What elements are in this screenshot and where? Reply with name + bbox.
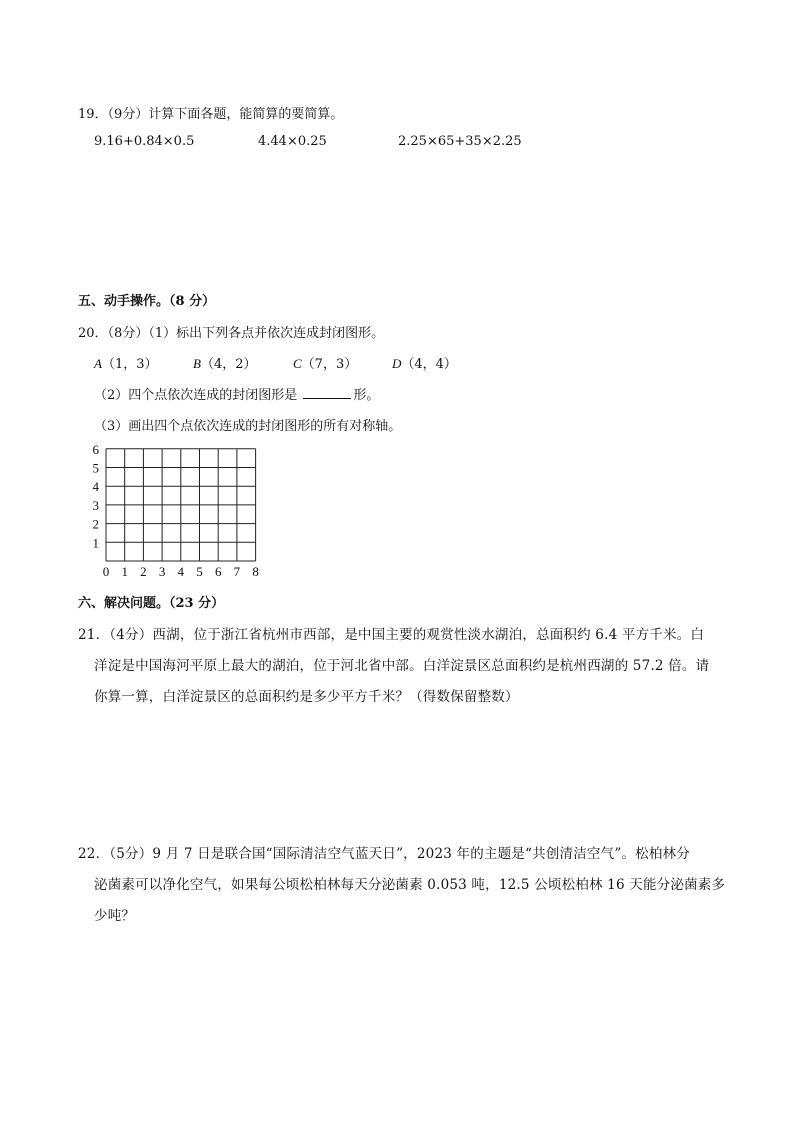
answer-blank[interactable] xyxy=(303,386,351,399)
q19-expression-2: 4.44×0.25 xyxy=(258,134,327,149)
x-axis-labels xyxy=(103,564,259,579)
q20-header: 20．（8分）（1）标出下列各点并依次连成封闭图形。 xyxy=(78,326,385,341)
y-axis-label: 1 xyxy=(92,535,99,551)
x-axis-label: 2 xyxy=(140,564,147,579)
point-d: D（4，4） xyxy=(392,356,457,372)
q19-header: 19．（9分）计算下面各题，能简算的要简算。 xyxy=(78,107,344,122)
q20-part2: （2）四个点依次连成的封闭图形是 形。 xyxy=(94,388,380,403)
x-axis-label: 5 xyxy=(196,564,203,579)
coordinate-grid xyxy=(86,440,266,582)
x-axis-label: 6 xyxy=(214,564,222,579)
q19-expression-1: 9.16+0.84×0.5 xyxy=(94,134,195,149)
q22-line-3: 少吨？ xyxy=(94,908,136,924)
q21-line-2: 洋淀是中国海河平原上最大的湖泊，位于河北省中部。白洋淀景区总面积约是杭州西湖的 57.2 倍。请 xyxy=(94,658,710,674)
point-a: A（1，3） xyxy=(94,356,158,372)
grid-lines xyxy=(106,449,256,561)
y-axis-label: 2 xyxy=(92,516,99,532)
y-axis-labels xyxy=(93,442,100,551)
x-axis-label: 3 xyxy=(158,564,166,579)
q19-expression-3: 2.25×65+35×2.25 xyxy=(398,134,522,149)
x-axis-label: 1 xyxy=(121,564,128,579)
section6-title: 六、解决问题。（23 分） xyxy=(78,596,225,611)
y-axis-label: 6 xyxy=(92,441,99,457)
q21-line-3: 你算一算，白洋淀景区的总面积约是多少平方千米？（得数保留整数） xyxy=(94,689,519,705)
y-axis-label: 4 xyxy=(92,479,99,495)
x-axis-label: 0 xyxy=(102,564,110,579)
q20-part3: （3）画出四个点依次连成的封闭图形的所有对称轴。 xyxy=(94,419,402,434)
q22-line-2: 泌菌素可以净化空气，如果每公顷松柏林每天分泌菌素 0.053 吨，12.5 公顷松柏林 16 天能分泌菌素多 xyxy=(94,877,726,893)
x-axis-label: 8 xyxy=(252,564,259,579)
x-axis-label: 4 xyxy=(177,564,185,579)
section5-title: 五、动手操作。（8 分） xyxy=(78,294,216,309)
y-axis-label: 5 xyxy=(92,460,99,476)
point-c: C（7，3） xyxy=(293,356,358,372)
x-axis-label: 7 xyxy=(233,564,241,579)
point-b: B（4，2） xyxy=(193,356,257,372)
y-axis-label: 3 xyxy=(92,497,99,513)
q22-line-1: 22．（5分）9 月 7 日是联合国“国际清洁空气蓝天日”，2023 年的主题是“共创清洁空气”。松柏林分 xyxy=(78,846,690,862)
q21-line-1: 21．（4分）西湖，位于浙江省杭州市西部，是中国主要的观赏性淡水湖泊，总面积约 6.4 平方千米。白 xyxy=(78,627,705,643)
